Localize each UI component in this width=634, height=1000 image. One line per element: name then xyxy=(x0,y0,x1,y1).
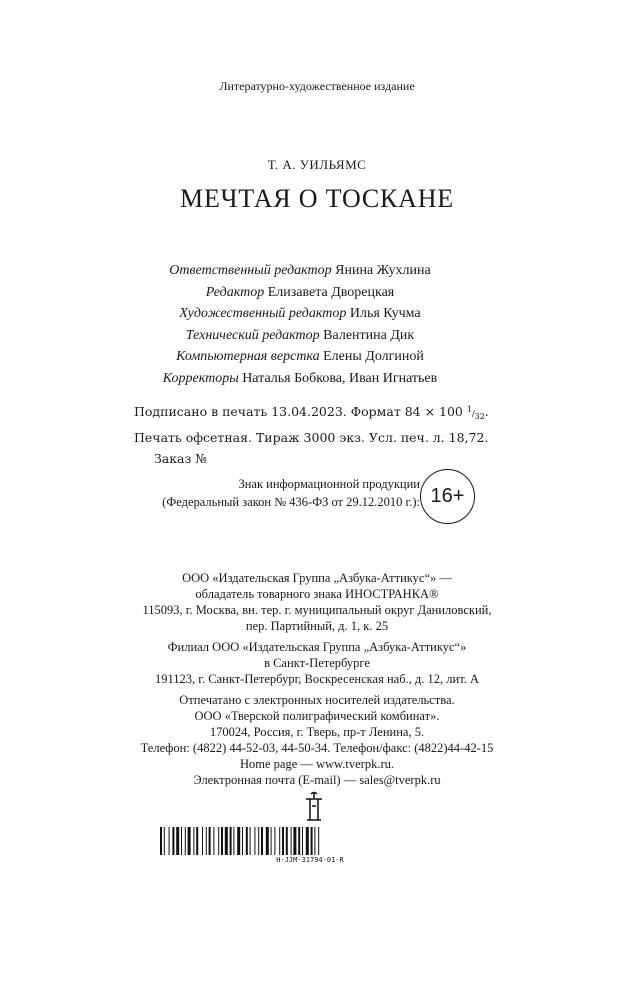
barcode-bar xyxy=(242,827,243,855)
barcode-bar xyxy=(188,827,191,855)
credit-person: Елены Долгиной xyxy=(323,349,424,364)
barcode-bar xyxy=(164,827,165,855)
barcode-bar xyxy=(271,827,272,855)
publisher-line: пер. Партийный, д. 1, к. 25 xyxy=(245,619,389,633)
genre-label: Литературно-художественное издание xyxy=(219,79,415,93)
fraction-numerator: 1 xyxy=(466,405,472,414)
barcode-bar xyxy=(291,827,292,855)
barcode-bar xyxy=(237,827,240,855)
barcode-bar xyxy=(311,827,313,855)
barcode-bar xyxy=(185,827,186,855)
printer-line: Телефон: (4822) 44-52-03, 44-50-34. Телефон/факс: (4822)44-42-15 xyxy=(140,741,494,755)
barcode-bar xyxy=(172,827,174,855)
printer-line: Отпечатано с электронных носителей издательства. xyxy=(179,693,455,707)
info-sign-text xyxy=(110,475,420,511)
credit-person: Елизавета Дворецкая xyxy=(267,284,395,300)
credit-person: Валентина Дик xyxy=(323,327,415,343)
publisher-line: Филиал ООО «Издательская Группа „Азбука-Аттикус“» xyxy=(167,640,467,654)
barcode-bar xyxy=(213,827,214,855)
credit-line xyxy=(0,282,600,304)
barcode-image xyxy=(160,827,468,855)
barcode-bar xyxy=(181,827,182,855)
barcode-bar xyxy=(225,827,228,855)
barcode-bar xyxy=(218,827,219,855)
barcode-bar xyxy=(261,827,263,855)
barcode-bar xyxy=(266,827,269,855)
barcode-bar xyxy=(250,827,251,855)
barcode-bar xyxy=(306,827,309,855)
credit-role: Компьютерная верстка xyxy=(176,349,320,364)
publisher-line: обладатель товарного знака ИНОСТРАНКА® xyxy=(195,587,439,601)
printer-line: Home page — www.tverpk.ru. xyxy=(239,757,394,771)
barcode-bar xyxy=(230,827,232,855)
print-signing-line xyxy=(134,399,594,427)
info-sign-line: Знак информационной продукции xyxy=(238,477,420,491)
credit-person: Наталья Бобкова, Иван Игнатьев xyxy=(242,370,438,386)
barcode-number: Н-ЈЈМ-31794-01-R xyxy=(276,856,344,864)
print-signing-end: . xyxy=(484,404,489,419)
publisher-line: 115093, г. Москва, вн. тер. г. муниципальный округ Даниловский, xyxy=(142,603,492,617)
barcode-bar xyxy=(209,827,211,855)
fraction-slash: / xyxy=(471,409,475,418)
printer-line: Электронная почта (E-mail) — sales@tverpk.ru xyxy=(193,773,441,787)
barcode-bar xyxy=(176,827,179,855)
barcode-bar xyxy=(254,827,255,855)
credit-line xyxy=(0,368,600,390)
barcode-bar xyxy=(286,827,288,855)
credit-role: Художественный редактор xyxy=(179,306,347,321)
barcode-bar xyxy=(318,827,319,855)
barcode-bar xyxy=(293,827,296,855)
barcode-bar xyxy=(302,827,303,855)
credit-line xyxy=(0,346,600,368)
credit-line xyxy=(0,303,600,325)
barcode-bar xyxy=(233,827,234,855)
barcode-bar xyxy=(298,827,300,855)
print-details xyxy=(134,399,594,469)
publisher-block xyxy=(0,570,634,788)
print-signing-text: Подписано в печать 13.04.2023. Формат 84 × 100 xyxy=(134,404,467,419)
info-sign-law: (Федеральный закон № 436-ФЗ от 29.12.2010 г.): xyxy=(162,495,420,509)
age-rating-label: 16+ xyxy=(430,485,465,507)
book-title: МЕЧТАЯ О ТОСКАНЕ xyxy=(180,184,454,213)
barcode-bar xyxy=(193,827,194,855)
barcode-bar xyxy=(314,827,315,855)
credit-role: Редактор xyxy=(205,284,265,300)
barcode-bar xyxy=(221,827,223,855)
printer-line: ООО «Тверской полиграфический комбинат». xyxy=(194,709,440,723)
printer-monogram-icon xyxy=(302,790,326,826)
barcode-bar xyxy=(282,827,284,855)
credit-role: Технический редактор xyxy=(185,327,320,343)
order-number-line: Заказ № xyxy=(154,451,208,466)
barcode-bar xyxy=(196,827,198,855)
credit-role: Корректоры xyxy=(162,370,239,386)
credit-person: Янина Жухлина xyxy=(335,263,431,278)
publisher-line: в Санкт-Петербурге xyxy=(264,656,370,670)
author-name: Т. А. УИЛЬЯМС xyxy=(267,157,367,172)
format-fraction xyxy=(466,405,485,421)
fraction-denominator: 32 xyxy=(474,412,485,421)
publisher-line: 191123, г. Санкт-Петербург, Воскресенская наб., д. 12, лит. А xyxy=(154,672,480,686)
print-run-line: Печать офсетная. Тираж 3000 экз. Усл. печ. л. 18,72. xyxy=(134,430,489,445)
barcode-bar xyxy=(258,827,259,855)
credits-block xyxy=(0,260,600,389)
barcode-bar xyxy=(246,827,248,855)
printer-line: 170024, Россия, г. Тверь, пр-т Ленина, 5. xyxy=(209,725,425,739)
credit-person: Илья Кучма xyxy=(349,306,421,321)
barcode-bar xyxy=(202,827,203,855)
credit-line xyxy=(0,260,600,282)
barcode-bar xyxy=(206,827,207,855)
credit-line xyxy=(0,325,600,347)
barcode-bar xyxy=(274,827,275,855)
credit-role: Ответственный редактор xyxy=(169,263,332,278)
age-rating-badge xyxy=(420,469,475,524)
publisher-line: ООО «Издательская Группа „Азбука-Аттикус“» — xyxy=(182,571,452,585)
barcode-bar xyxy=(160,827,162,855)
barcode-bar xyxy=(169,827,170,855)
barcode-bar xyxy=(279,827,280,855)
